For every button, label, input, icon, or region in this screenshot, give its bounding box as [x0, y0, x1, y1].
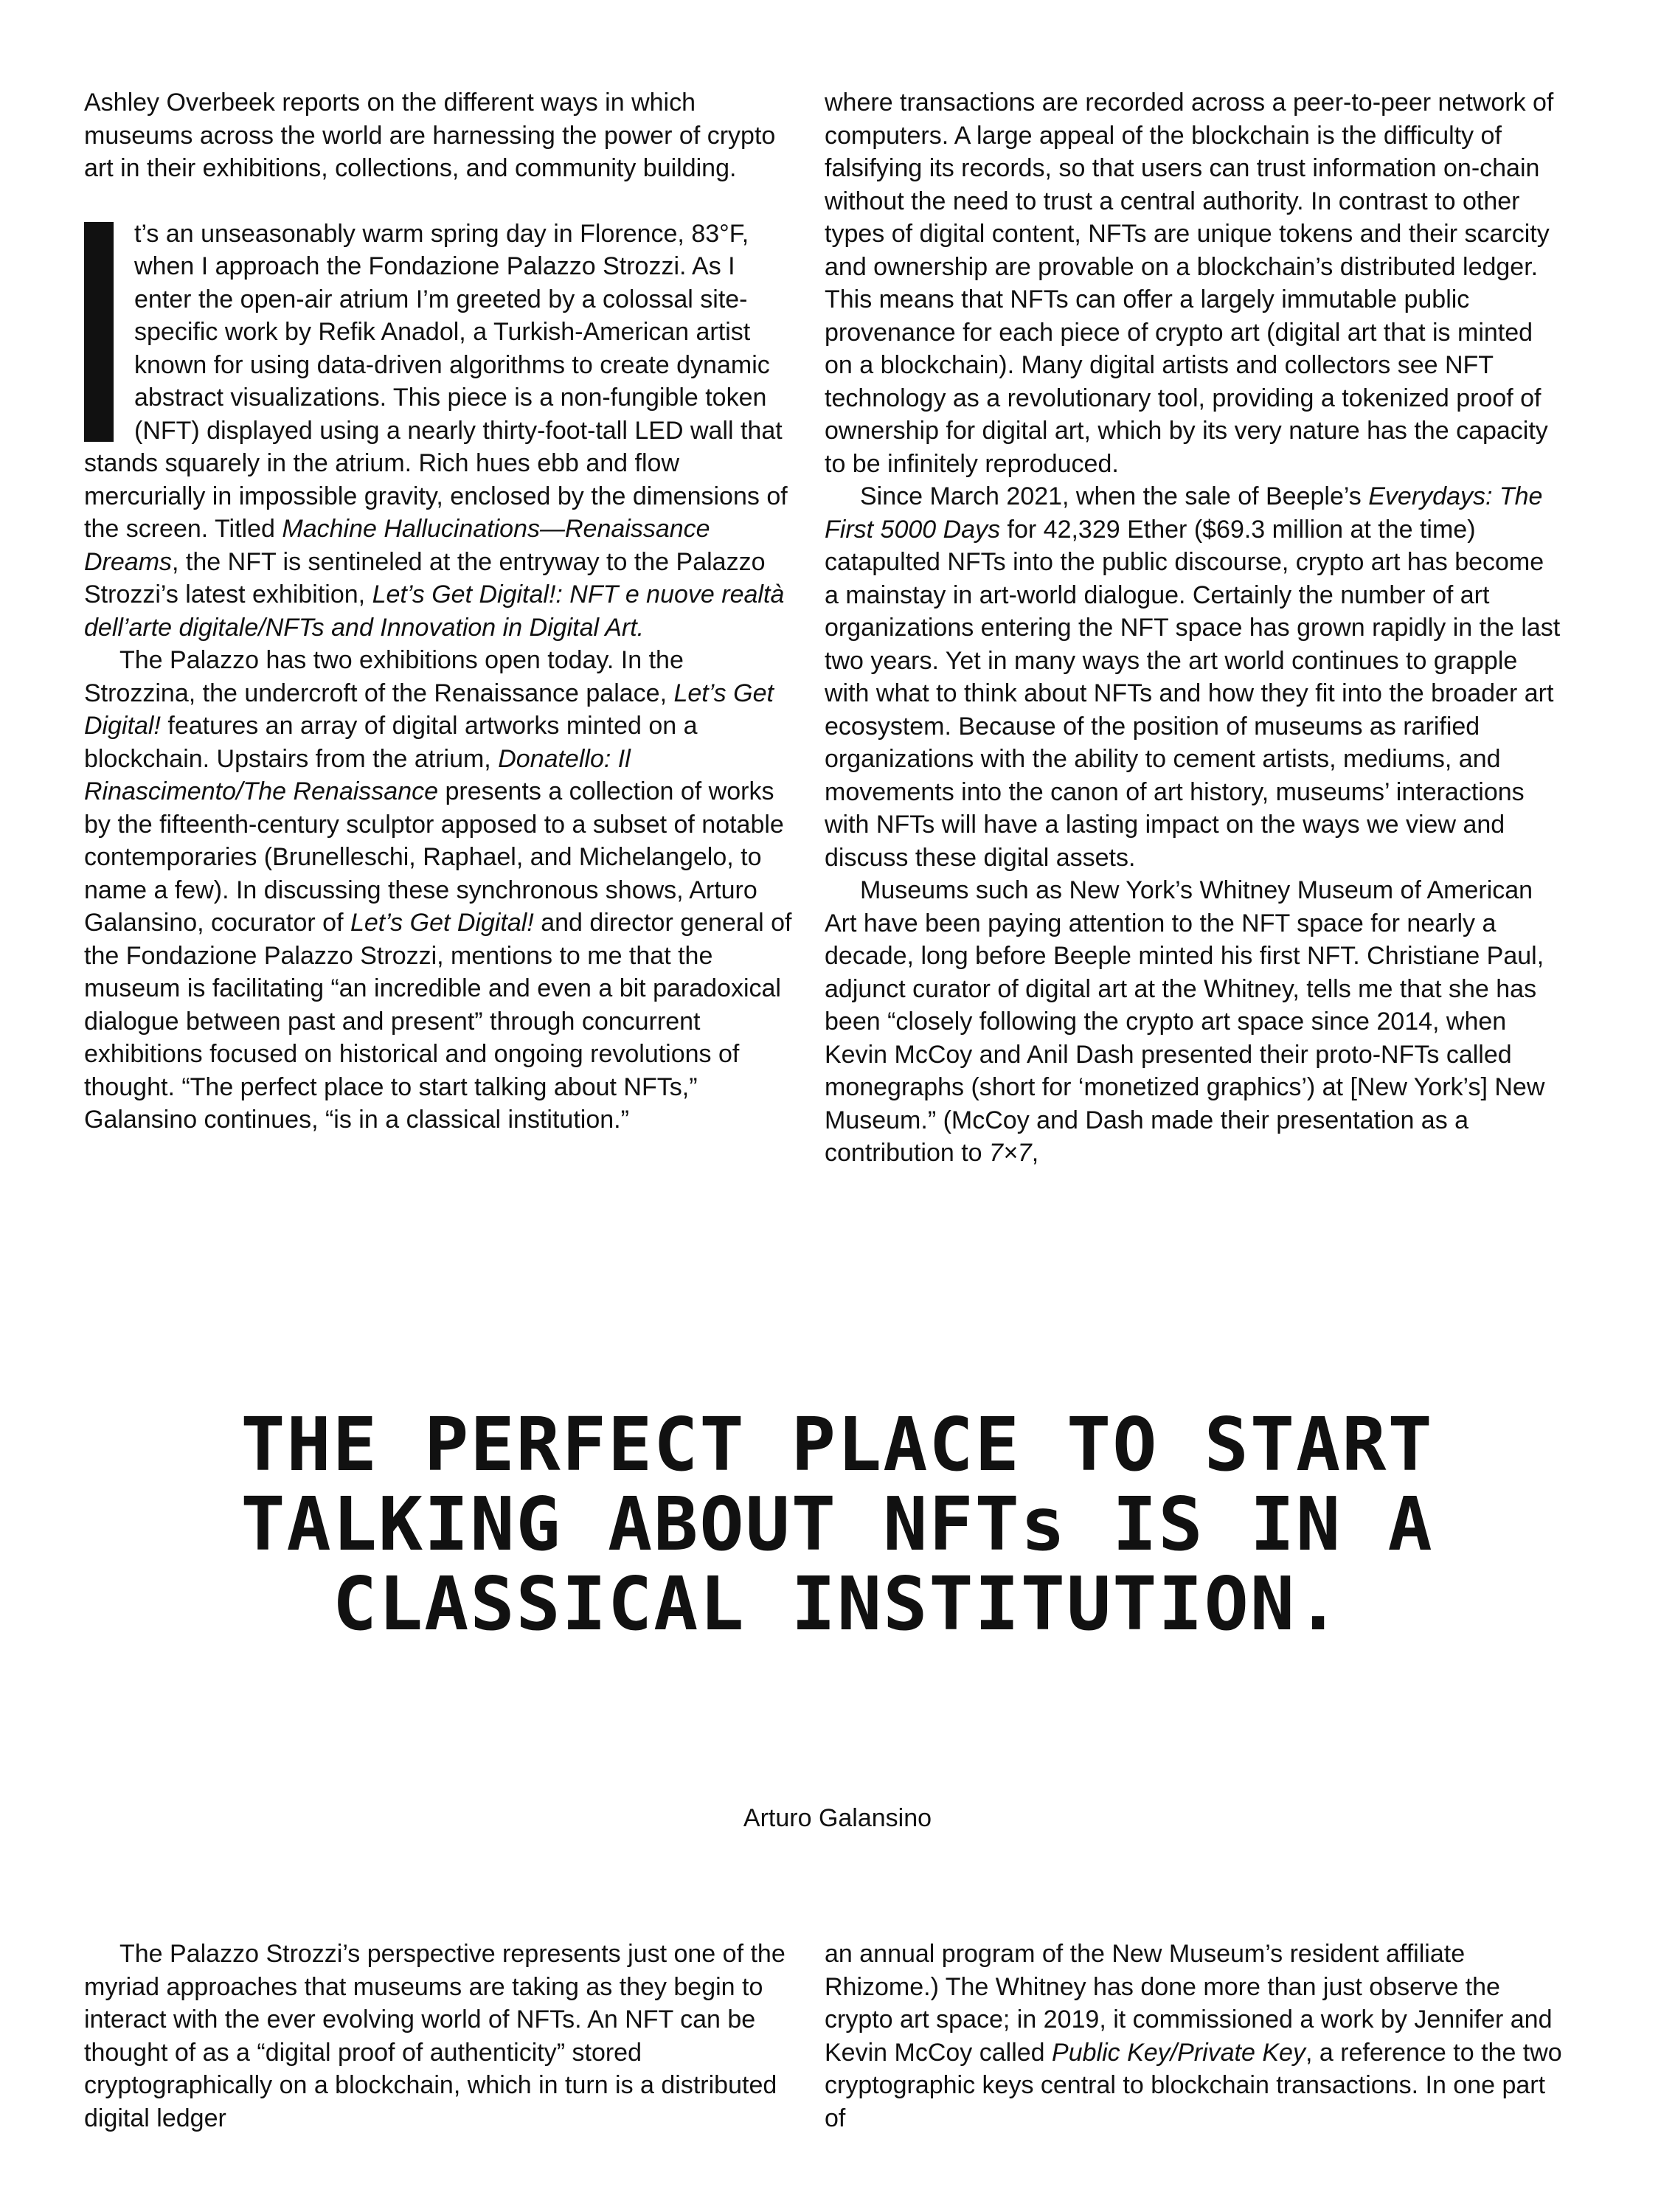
left-column-bottom [84, 1938, 795, 2135]
pull-quote: THE PERFECT PLACE TO START TALKING ABOUT NFTs IS IN A CLASSICAL INSTITUTION. [240, 1401, 1434, 1647]
right-column-bottom [825, 1938, 1562, 2135]
paragraph-blockchain: where transactions are recorded across a peer-to-peer network of computers. A large appeal of the blockchain is the difficulty of falsifying its records, so that users can trust information on-chain without the need to trust a central authority. In contrast to other types of digital content, NFTs are unique tokens and their scarcity and ownership are provable on a blockchain’s distributed ledger. This means that NFTs can offer a largely immutable public provenance for each piece of crypto art (digital art that is minted on a blockchain). Many digital artists and collectors see NFT technology as a revolutionary tool, providing a tokenized proof of ownership for digital art, which by its very nature has the capacity to be infinitely reproduced. [825, 89, 1554, 478]
article-dek: Ashley Overbeek reports on the different ways in which museums across the world are harnessing the power of crypto art in their exhibitions, collections, and community building. [84, 89, 776, 182]
left-column-top [84, 86, 795, 1137]
paragraph-perspective: The Palazzo Strozzi’s perspective represents just one of the myriad approaches that museums are taking as they begin to interact with the ever evolving world of NFTs. An NFT can be thought of as a “digital proof of authenticity” stored cryptographically on a blockchain, which in turn is a distributed digital ledger [84, 1940, 786, 2132]
paragraph-palazzo-exhibitions: The Palazzo has two exhibitions open today. In the Strozzina, the undercroft of the Renaissance palace, Let’s Get Digital! features an array of digital artworks minted on a blockchain. Upstairs from the atrium, Donatello: Il Rinascimento/The Renaissance presents a collection of works by the fifteenth-century sculptor apposed to a subset of notable contemporaries (Brunelleschi, Raphael, and Michelangelo, to name a few). In discussing these synchronous shows, Arturo Galansino, cocurator of Let’s Get Digital! and director general of the Fondazione Palazzo Strozzi, mentions to me that the museum is facilitating “an incredible and even a bit paradoxical dialogue between past and present” through concurrent exhibitions focused on historical and ongoing revolutions of thought. “The perfect place to start talking about NFTs,” Galansino continues, “is in a classical institution.” [84, 646, 792, 1134]
pull-quote-attribution: Arturo Galansino [743, 1804, 932, 1832]
paragraph-whitney: Museums such as New York’s Whitney Museum of American Art have been paying attention to the NFT space for nearly a decade, long before Beeple minted his first NFT. Christiane Paul, adjunct curator of digital art at the Whitney, tells me that she has been “closely following the crypto art space since 2014, when Kevin McCoy and Anil Dash presented their proto-NFTs called monegraphs (short for ‘monetized graphics’) at [New York’s] New Museum.” (McCoy and Dash made their presentation as a contribution to 7×7, [825, 876, 1545, 1167]
paragraph-rhizome: an annual program of the New Museum’s resident affiliate Rhizome.) The Whitney has done more than just observe the crypto art space; in 2019, it commissioned a work by Jennifer and Kevin McCoy called Public Key/Private Key, a reference to the two cryptographic keys central to blockchain transactions. In one part of [825, 1940, 1562, 2132]
paragraph-opening: t’s an unseasonably warm spring day in Florence, 83°F, when I approach the Fondazione Palazzo Strozzi. As I enter the open-air atrium I’m greeted by a colossal site-specific work by Refik Anadol, a Turkish-American artist known for using data-driven algorithms to create dynamic abstract visualizations. This piece is a non-fungible token (NFT) displayed using a nearly thirty-foot-tall LED wall that stands squarely in the atrium. Rich hues ebb and flow mercurially in impossible gravity, enclosed by the dimensions of the screen. Titled Machine Hallucinations—Renaissance Dreams, the NFT is sentineled at the entryway to the Palazzo Strozzi’s latest exhibition, Let’s Get Digital!: NFT e nuove realtà dell’arte digitale/NFTs and Innovation in Digital Art. [84, 219, 788, 642]
paragraph-beeple: Since March 2021, when the sale of Beeple’s Everydays: The First 5000 Days for 42,329 Ether ($69.3 million at the time) catapulted NFTs into the public discourse, crypto art has become a mainstay in art-world dialogue. Certainly the number of art organizations entering the NFT space has grown rapidly in the last two years. Yet in many ways the art world continues to grapple with what to think about NFTs and how they fit into the broader art ecosystem. Because of the position of museums as rarified organizations with the ability to cement artists, mediums, and movements into the canon of art history, museums’ interactions with NFTs will have a lasting impact on the ways we view and discuss these digital assets. [825, 482, 1561, 872]
drop-cap-bar [84, 222, 114, 442]
right-column-top [825, 86, 1562, 1170]
